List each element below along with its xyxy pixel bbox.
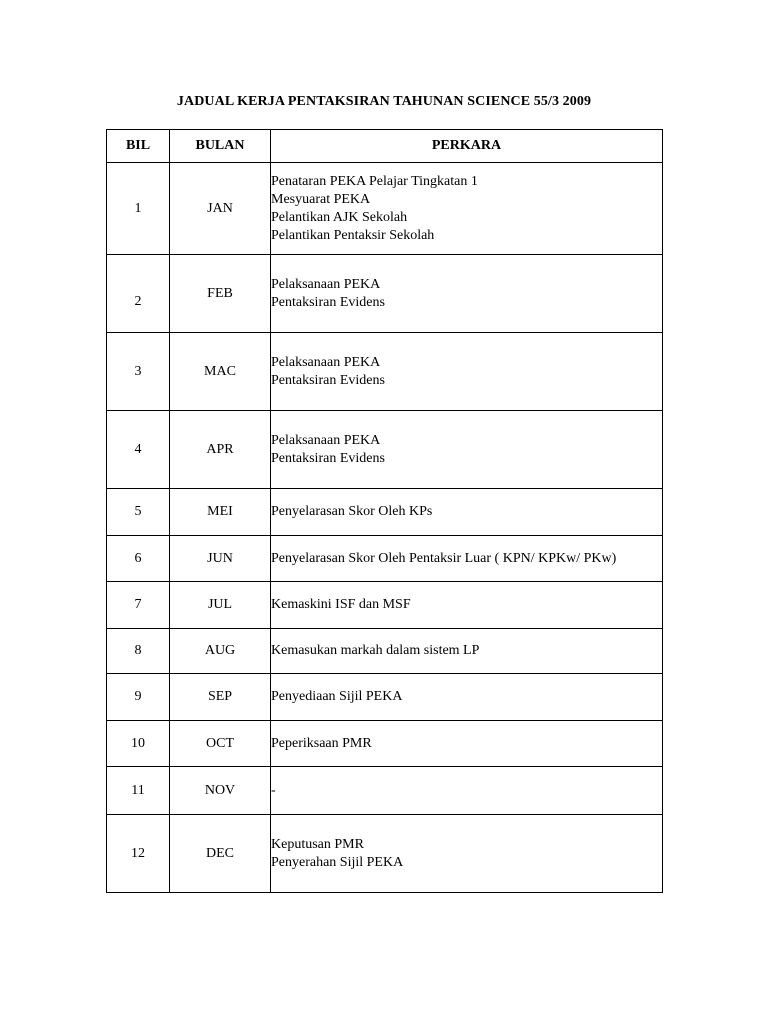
- cell-bil: 5: [107, 489, 170, 536]
- perkara-item: Penyerahan Sijil PEKA: [271, 854, 404, 870]
- cell-perkara: [271, 767, 663, 815]
- table-row: [107, 489, 663, 536]
- perkara-item: Pelaksanaan PEKA: [271, 276, 381, 292]
- cell-perkara: [271, 674, 663, 721]
- cell-bil: 6: [107, 536, 170, 582]
- cell-bil: 12: [107, 815, 170, 893]
- cell-bil: 1: [107, 163, 170, 255]
- perkara-item: Penyelarasan Skor Oleh KPs: [271, 504, 433, 519]
- cell-perkara: [271, 629, 663, 674]
- perkara-item: Pelaksanaan PEKA: [271, 354, 381, 370]
- table-header-row: [107, 130, 663, 163]
- header-bil: BIL: [107, 130, 170, 163]
- cell-bil: 8: [107, 629, 170, 674]
- cell-bil: 10: [107, 721, 170, 767]
- cell-bulan: FEB: [170, 255, 271, 333]
- table-row: [107, 582, 663, 629]
- perkara-item: Pelantikan Pentaksir Sekolah: [271, 227, 435, 243]
- table-row: [107, 815, 663, 893]
- perkara-item: Pentaksiran Evidens: [271, 294, 385, 310]
- table-row: [107, 333, 663, 411]
- cell-perkara: [271, 815, 663, 893]
- cell-bulan: AUG: [170, 629, 271, 674]
- cell-perkara: [271, 411, 663, 489]
- cell-perkara: [271, 163, 663, 255]
- cell-perkara: [271, 582, 663, 629]
- perkara-item: Keputusan PMR: [271, 836, 364, 852]
- cell-bulan: SEP: [170, 674, 271, 721]
- cell-bil: 7: [107, 582, 170, 629]
- header-perkara: PERKARA: [271, 130, 663, 163]
- table-row: [107, 721, 663, 767]
- schedule-table: [106, 129, 663, 893]
- perkara-item: Pentaksiran Evidens: [271, 372, 385, 388]
- cell-bil: 2: [107, 255, 170, 333]
- perkara-item: Pelantikan AJK Sekolah: [271, 209, 408, 225]
- table-row: [107, 411, 663, 489]
- document-title: JADUAL KERJA PENTAKSIRAN TAHUNAN SCIENCE 55/3 2009: [176, 94, 592, 109]
- cell-bulan: MAC: [170, 333, 271, 411]
- perkara-item: -: [271, 782, 276, 798]
- cell-perkara: [271, 255, 663, 333]
- cell-bulan: DEC: [170, 815, 271, 893]
- cell-perkara: [271, 721, 663, 767]
- table-row: [107, 674, 663, 721]
- cell-bil: 4: [107, 411, 170, 489]
- table-row: [107, 255, 663, 333]
- perkara-item: Kemasukan markah dalam sistem LP: [271, 643, 480, 658]
- perkara-item: Pelaksanaan PEKA: [271, 432, 381, 448]
- perkara-item: Penyediaan Sijil PEKA: [271, 689, 403, 704]
- cell-bulan: OCT: [170, 721, 271, 767]
- table-row: [107, 163, 663, 255]
- cell-bulan: NOV: [170, 767, 271, 815]
- table-row: [107, 767, 663, 815]
- table-row: [107, 536, 663, 582]
- cell-perkara: [271, 333, 663, 411]
- header-bulan: BULAN: [170, 130, 271, 163]
- cell-bulan: JUN: [170, 536, 271, 582]
- perkara-item: Kemaskini ISF dan MSF: [271, 597, 411, 612]
- perkara-item: Mesyuarat PEKA: [271, 191, 371, 207]
- perkara-item: Penyelarasan Skor Oleh Pentaksir Luar ( KPN/ KPKw/ PKw): [271, 550, 617, 566]
- cell-bulan: MEI: [170, 489, 271, 536]
- table-row: [107, 629, 663, 674]
- perkara-item: Pentaksiran Evidens: [271, 450, 385, 466]
- cell-bulan: APR: [170, 411, 271, 489]
- cell-perkara: [271, 489, 663, 536]
- cell-bulan: JAN: [170, 163, 271, 255]
- perkara-item: Peperiksaan PMR: [271, 735, 372, 751]
- cell-bulan: JUL: [170, 582, 271, 629]
- cell-perkara: [271, 536, 663, 582]
- perkara-item: Penataran PEKA Pelajar Tingkatan 1: [271, 173, 478, 189]
- cell-bil: 9: [107, 674, 170, 721]
- cell-bil: 3: [107, 333, 170, 411]
- cell-bil: 11: [107, 767, 170, 815]
